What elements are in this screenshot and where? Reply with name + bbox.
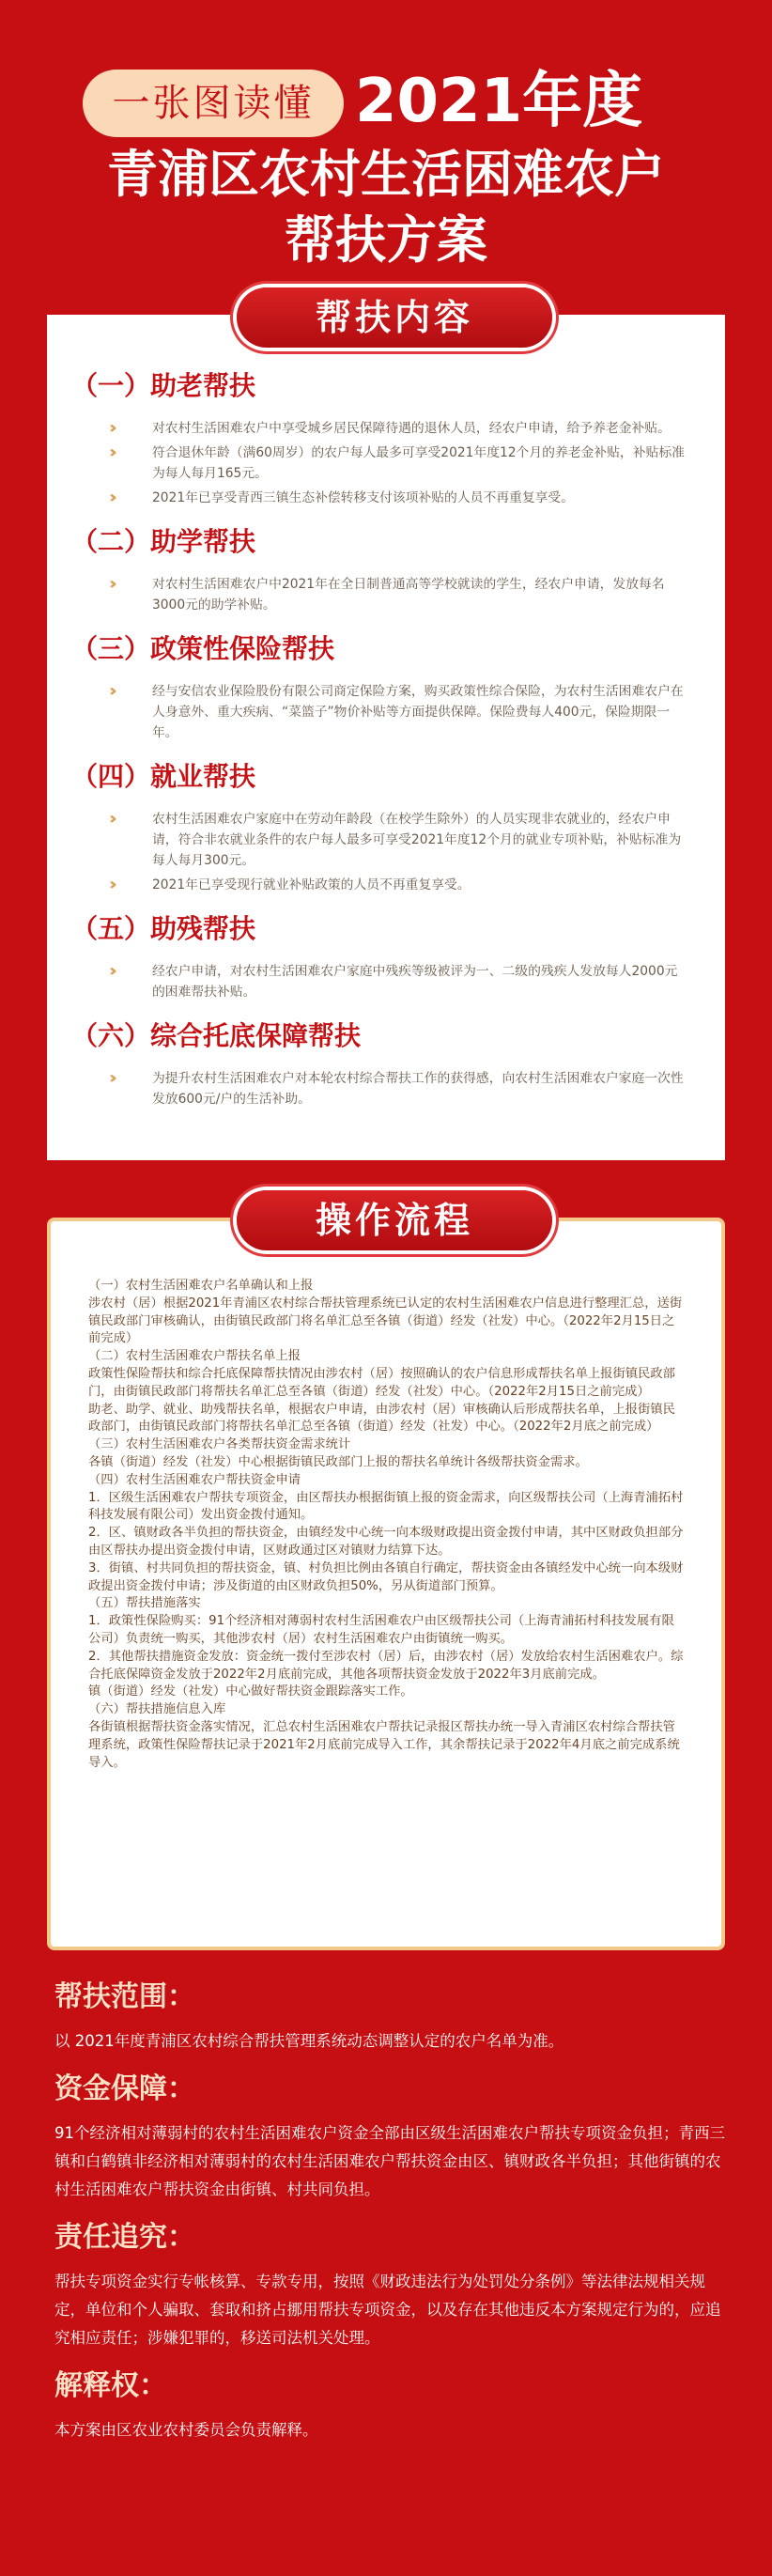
- process-line: （六）帮扶措施信息入库: [88, 1702, 226, 1717]
- page-title-line3: 帮扶方案: [285, 210, 487, 270]
- list-item: ›› 经与安信农业保险股份有限公司商定保险方案，购买政策性综合保险，为农村生活困难农户在人身意外、重大疾病、“菜篮子”物价补贴等方面提供保障。保险费每人400元，保险期限一年。: [109, 681, 684, 740]
- process-line: （四）农村生活困难农户帮扶资金申请: [88, 1472, 301, 1487]
- section-disability: [71, 910, 687, 1002]
- section-title: （一）助老帮扶: [71, 370, 256, 401]
- section-education: [71, 523, 687, 615]
- process-line: 1．政策性保险购买：91个经济相对薄弱村农村生活困难农户由区级帮扶公司（上海青浦拓村科技发展有限公司）负责统一购买，其他涉农村（居）农村生活困难农户由街镇统一购买。: [88, 1614, 674, 1646]
- section-title: （三）政策性保险帮扶: [71, 633, 335, 664]
- process-line: 政策性保险帮扶和综合托底保障帮扶情况由涉农村（居）按照确认的农户信息形成帮扶名单上报街镇民政部门，由街镇民政部门将帮扶名单汇总至各镇（街道）经发（社发）中心。（2022年2月15日之前完成）: [88, 1366, 675, 1399]
- interpretation-heading: 解释权：: [54, 2369, 167, 2402]
- year-title: 2021年度: [355, 67, 643, 136]
- process-line: （一）农村生活困难农户名单确认和上报: [88, 1279, 314, 1293]
- bottom-sections: [54, 1963, 731, 2444]
- process-line: 1．区级生活困难农户帮扶专项资金，由区帮扶办根据街镇上报的资金需求，向区级帮扶公司（上海青浦拓村科技发展有限公司）发出资金拨付通知。: [88, 1490, 684, 1523]
- page-title-line2: 青浦区农村生活困难农户: [107, 145, 665, 204]
- process-card: [47, 1218, 725, 1950]
- double-chevron-icon: ››: [109, 681, 112, 701]
- section-title: （五）助残帮扶: [71, 913, 256, 944]
- double-chevron-icon: ››: [109, 961, 112, 981]
- section-comprehensive: [71, 1017, 687, 1110]
- interpretation-text: 本方案由区农业农村委员会负责解释。: [54, 2421, 318, 2439]
- double-chevron-icon: ››: [109, 809, 112, 829]
- scope-text: 以 2021年度青浦区农村综合帮扶管理系统动态调整认定的农户名单为准。: [54, 2032, 564, 2050]
- section-employment: [71, 758, 687, 895]
- process-line: 2．其他帮扶措施资金发放：资金统一拨付至涉农村（居）后，由涉农村（居）发放给农村生活困难农户。综合托底保障资金发放于2022年2月底前完成，其他各项帮扶资金发放于2022年3月底前完成。: [88, 1649, 684, 1682]
- section-elderly: [71, 367, 687, 508]
- fund-text: 91个经济相对薄弱村的农村生活困难农户资金全部由区级生活困难农户帮扶专项资金负担；青西三镇和白鹤镇非经济相对薄弱村的农村生活困难农户帮扶资金由区、镇财政各半负担；其他街镇的农村生活困难农户帮扶资金由街镇、村共同负担。: [54, 2124, 725, 2198]
- process-line: （三）农村生活困难农户各类帮扶资金需求统计: [88, 1437, 351, 1452]
- subtitle-pill: 一张图读懂: [83, 70, 344, 137]
- help-content-card: [47, 315, 725, 1160]
- process-line: （五）帮扶措施落实: [88, 1596, 201, 1611]
- double-chevron-icon: ››: [109, 574, 112, 594]
- process-line: 各街镇根据帮扶资金落实情况，汇总农村生活困难农户帮扶记录报区帮扶办统一导入青浦区农村综合帮扶管理系统，政策性保险帮扶记录于2021年2月底前完成导入工作，其余帮扶记录于2022年4月底之前完成系统导入。: [88, 1719, 680, 1770]
- list-item: ›› 对农村生活困难农户中享受城乡居民保障待遇的退休人员，经农户申请，给予养老金补贴。: [109, 418, 671, 438]
- list-item: ›› 为提升农村生活困难农户对本轮农村综合帮扶工作的获得感，向农村生活困难农户家庭一次性发放600元/户的生活补助。: [109, 1068, 684, 1107]
- list-item: ›› 2021年已享受现行就业补贴政策的人员不再重复享受。: [109, 875, 471, 894]
- process-line: 2．区、镇财政各半负担的帮扶资金，由镇经发中心统一向本级财政提出资金拨付申请，其中区财政负担部分由区帮扶办提出资金拨付申请，区财政通过区对镇财力结算下达。: [88, 1526, 684, 1558]
- list-item: ›› 经农户申请，对农村生活困难农户家庭中残疾等级被评为一、二级的残疾人发放每人2000元的困难帮扶补贴。: [109, 961, 678, 1000]
- list-item: ›› 2021年已享受青西三镇生态补偿转移支付该项补贴的人员不再重复享受。: [109, 488, 575, 507]
- section-title: （六）综合托底保障帮扶: [71, 1020, 362, 1051]
- process-line: 助老、助学、就业、助残帮扶名单，根据农户申请，由涉农村（居）审核确认后形成帮扶名单，上报街镇民政部门，由街镇民政部门将帮扶名单汇总至各镇（街道）经发（社发）中心。（2022年2月底之前完成）: [88, 1402, 675, 1435]
- process-banner: 操作流程: [237, 1190, 552, 1250]
- list-item: ›› 对农村生活困难农户中2021年在全日制普通高等学校就读的学生，经农户申请，发放每名3000元的助学补贴。: [109, 574, 665, 613]
- double-chevron-icon: ››: [109, 442, 112, 462]
- section-title: （二）助学帮扶: [71, 526, 256, 557]
- double-chevron-icon: ››: [109, 488, 112, 507]
- process-line: 镇（街道）经发（社发）中心做好帮扶资金跟踪落实工作。: [88, 1684, 413, 1699]
- double-chevron-icon: ››: [109, 418, 112, 438]
- fund-heading: 资金保障：: [54, 2072, 195, 2105]
- process-line: 3．街镇、村共同负担的帮扶资金，镇、村负担比例由各镇自行确定，帮扶资金由各镇经发中心统一向本级财政提出资金拨付申请；涉及街道的由区财政负担50%，另从街道部门预算。: [88, 1560, 684, 1593]
- list-item: ›› 农村生活困难农户家庭中在劳动年龄段（在校学生除外）的人员实现非农就业的，经农户申请，符合非农就业条件的农户每人最多可享受2021年度12个月的就业专项补贴，补贴标准为每人每月300元。: [109, 809, 682, 868]
- process-line: 各镇（街道）经发（社发）中心根据街镇民政部门上报的帮扶名单统计各级帮扶资金需求。: [88, 1454, 588, 1469]
- process-line: 涉农村（居）根据2021年青浦区农村综合帮扶管理系统已认定的农村生活困难农户信息进行整理汇总，送街镇民政部门审核确认，由街镇民政部门将名单汇总至各镇（街道）经发（社发）中心。（2022年2月15日之前完成）: [88, 1296, 683, 1346]
- help-content-banner: 帮扶内容: [237, 287, 552, 348]
- section-title: （四）就业帮扶: [71, 761, 256, 792]
- scope-heading: 帮扶范围：: [54, 1980, 195, 2013]
- responsibility-text: 帮扶专项资金实行专帐核算、专款专用，按照《财政违法行为处罚处分条例》等法律法规相关规定，单位和个人骗取、套取和挤占挪用帮扶专项资金，以及存在其他违反本方案规定行为的，应追究相应责任；涉嫌犯罪的，移送司法机关处理。: [54, 2273, 721, 2347]
- list-item: ›› 符合退休年龄（满60周岁）的农户每人最多可享受2021年度12个月的养老金补贴，补贴标准为每人每月165元。: [109, 442, 685, 481]
- double-chevron-icon: ››: [109, 1068, 112, 1088]
- section-insurance: [71, 630, 687, 743]
- responsibility-heading: 责任追究：: [54, 2221, 195, 2254]
- header: [0, 0, 772, 282]
- process-line: （二）农村生活困难农户帮扶名单上报: [88, 1349, 301, 1364]
- double-chevron-icon: ››: [109, 875, 112, 894]
